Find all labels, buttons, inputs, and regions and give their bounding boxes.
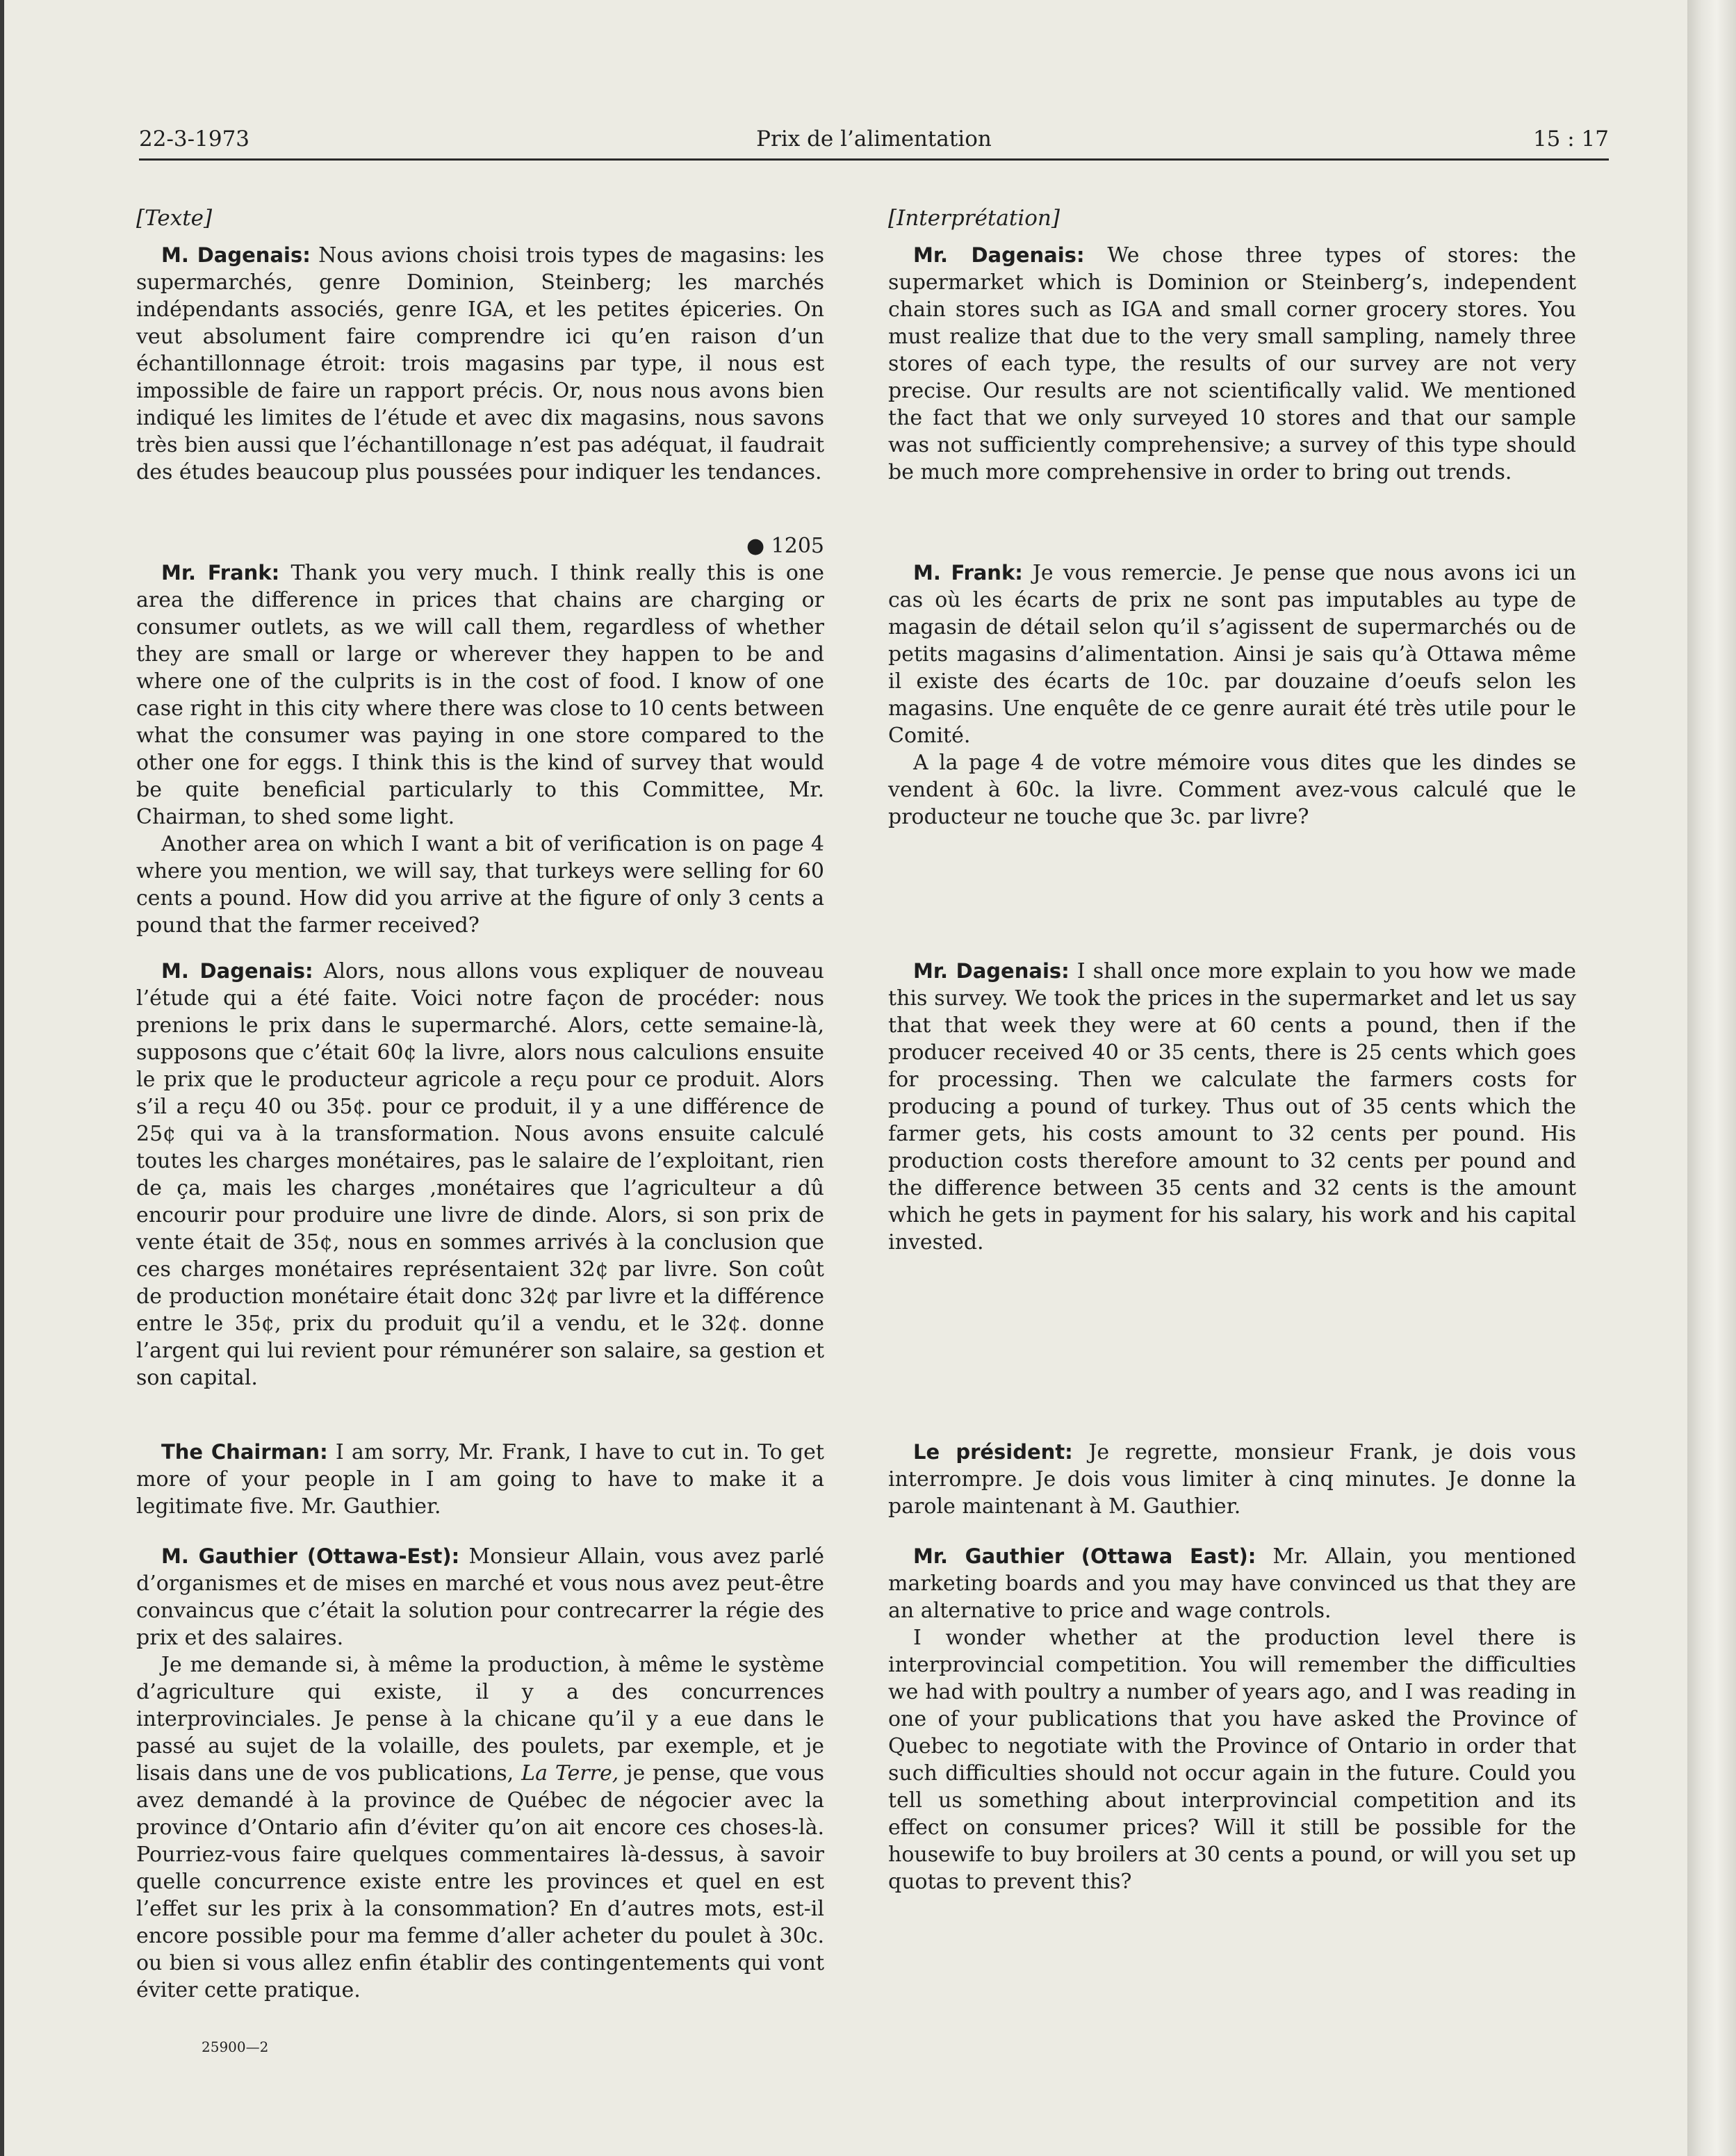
speaker-name: Le président: [913, 1440, 1073, 1464]
paragraph-text: Je me demande si, à même la production, à même le système d’agriculture qui existe, il y a des concurrences interprovinciales. Je pense à la chicane qu’il y a eue dans le passé au sujet de la volaille, des poulets, par exemple, et je lisais dans une de vos publications, [136, 1653, 824, 1786]
paragraph-text: Mr. Allain, you mentioned marketing boards and you may have convinced us that they are an alternative to price and wage controls. [888, 1544, 1576, 1623]
paragraph-text: We chose three types of stores: the supermarket which is Dominion or Steinberg’s, independent chain stores such as IGA and small corner grocery stores. You must realize that due to the very small sampling, namely three stores of each type, the results of our survey are not very precise. Our results are not scientifically valid. We mentioned the fact that we only surveyed 10 stores and that our sample was not sufficiently comprehensive; a survey of this type should be much more comprehensive in order to bring out trends. [888, 243, 1576, 484]
speaker-name: M. Frank: [913, 561, 1023, 585]
speaker-name: M. Dagenais: [161, 959, 313, 983]
paragraph-text: Alors, nous allons vous expliquer de nouveau l’étude qui a été faite. Voici notre façon de procéder: nous prenions le prix dans le supermarché. Alors, cette semaine-là, supposons que c’était 60¢ la livre, alors nous calculions ensuite le prix que le producteur agricole a reçu pour ce produit. Alors s’il a reçu 40 ou 35¢. pour ce produit, il y a une différence de 25¢ qui va à la transformation. Nous avons ensuite calculé toutes les charges monétaires, pas le salaire de l’exploitant, rien de ça, mais les charges ,monétaires que l’agriculteur a dû encourir pour produire une livre de dinde. Alors, si son prix de vente était de 35¢, nous en sommes arrivés à la conclusion que ces charges monétaires représentaient 32¢ par livre. Son coût de production monétaire était donc 32¢ par livre et la différence entre le 35¢, prix du produit qu’il a vendu, et le 32¢. donne l’argent qui lui revient pour rémunérer son salaire, sa gestion et son capital. [136, 959, 824, 1390]
left-paragraph-gauthier-2 [136, 1651, 824, 2004]
left-paragraph-dagenais-2 [136, 958, 824, 1391]
speaker-name: M. Gauthier (Ottawa-Est): [161, 1544, 460, 1568]
speaker-name: M. Dagenais: [161, 243, 311, 267]
right-paragraph-frank-2: A la page 4 de votre mémoire vous dites que les dindes se vendent à 60c. la livre. Comment avez-vous calculé que le producteur ne touche que 3c. par livre? [888, 751, 1576, 829]
paragraph-text: Je vous remercie. Je pense que nous avons ici un cas où les écarts de prix ne sont pas imputables au type de magasin de détail selon qu’il s’agissent de supermarchés ou de petits magasins d’alimentation. Ainsi je sais qu’à Ottawa même il existe des écarts de 10c. par douzaine d’oeufs selon les magasins. Une enquête de ce genre aurait été très utile pour le Comité. [888, 561, 1576, 748]
header-title: Prix de l’alimentation [756, 126, 992, 152]
left-paragraph-dagenais-1 [136, 242, 824, 486]
paragraph-text: Nous avions choisi trois types de magasins: les supermarchés, genre Dominion, Steinberg; les marchés indépendants associés, genre IGA, et les petites épiceries. On veut absolument faire comprendre ici qu’en raison d’un échantillonnage étroit: trois magasins par type, il nous est impossible de faire un rapport précis. Or, nous nous avons bien indiqué les limites de l’étude et avec dix magasins, nous savons très bien aussi que l’échantillonage n’est pas adéquat, il faudrait des études beaucoup plus poussées pour indiquer les tendances. [136, 243, 824, 484]
left-paragraph-frank-1 [136, 560, 824, 831]
paragraph-text: Monsieur Allain, vous avez parlé d’organismes et de mises en marché et vous nous avez peut-être convaincus que c’était la solution pour contrecarrer la régie des prix et des salaires. [136, 1544, 825, 1650]
right-paragraph-gauthier-1 [888, 1543, 1576, 1624]
paragraph-text: I shall once more explain to you how we made this survey. We took the prices in the supermarket and let us say that that week they were at 60 cents a pound, then if the producer received 40 or 35 cents, there is 25 cents which goes for processing. Then we calculate the farmers costs for producing a pound of turkey. Thus out of 35 cents which the farmer gets, his costs amount to 32 cents per pound. His production costs therefore amount to 32 cents per pound and the difference between 35 cents and 32 cents is the amount which he gets in payment for his salary, his work and his capital invested. [888, 959, 1576, 1255]
right-paragraph-dagenais-2 [888, 958, 1576, 1256]
right-language-label: [Interprétation] [888, 206, 1060, 231]
left-language-label: [Texte] [136, 206, 213, 231]
page-left-edge [0, 0, 4, 2156]
left-paragraph-frank-2: Another area on which I want a bit of verification is on page 4 where you mention, we will say, that turkeys were selling for 60 cents a pound. How did you arrive at the figure of only 3 cents a pound that the farmer received? [136, 832, 824, 938]
paragraph-text: Je regrette, monsieur Frank, je dois vous interrompre. Je dois vous limiter à cinq minutes. Je donne la parole maintenant à M. Gauthier. [888, 1440, 1576, 1519]
header-page-number: 15 : 17 [1532, 126, 1609, 152]
right-paragraph-gauthier-2: I wonder whether at the production level there is interprovincial competition. You will remember the difficulties we had with poultry a number of years ago, and I was reading in one of your publications that you have asked the Province of Quebec to negotiate with the Province of Ontario in order that such difficulties should not occur again in the future. Could you tell us something about interprovincial competition and its effect on consumer prices? Will it still be possible for the housewife to buy broilers at 30 cents a pound, or will you set up quotas to prevent this? [888, 1626, 1576, 1894]
running-header [139, 124, 1609, 161]
publication-title: La Terre, [521, 1761, 619, 1786]
right-paragraph-president [888, 1439, 1576, 1520]
header-date: 22-3-1973 [139, 126, 250, 152]
paragraph-text: I am sorry, Mr. Frank, I have to cut in. To get more of your people in I am going to have to make it a legitimate five. Mr. Gauthier. [136, 1440, 824, 1519]
speaker-name: Mr. Gauthier (Ottawa East): [913, 1544, 1256, 1568]
left-paragraph-gauthier-1 [136, 1543, 824, 1651]
left-paragraph-chairman [136, 1439, 824, 1520]
speaker-name: Mr. Frank: [161, 561, 280, 585]
right-paragraph-frank-1 [888, 560, 1576, 749]
speaker-name: The Chairman: [161, 1440, 328, 1464]
speaker-name: Mr. Dagenais: [913, 959, 1070, 983]
right-paragraph-dagenais-1 [888, 242, 1576, 486]
footer-code: 25900—2 [202, 2039, 269, 2055]
time-marker: ● 1205 [746, 534, 824, 558]
paragraph-text: Thank you very much. I think really this is one area the difference in prices that chains are charging or consumer outlets, as we will call them, regardless of whether they are small or large or wherever they happen to be and where one of the culprits is in the cost of food. I know of one case right in this city where there was close to 10 cents between what the consumer was paying in one store compared to the other one for eggs. I think this is the kind of survey that would be quite beneficial particularly to this Committee, Mr. Chairman, to shed some light. [136, 561, 824, 829]
page-right-edge [1687, 0, 1736, 2156]
speaker-name: Mr. Dagenais: [913, 243, 1085, 267]
paragraph-text: je pense, que vous avez demandé à la province de Québec de négocier avec la province d’Ontario afin d’éviter qu’on ait encore ces choses-là. Pourriez-vous faire quelques commentaires là-dessus, à savoir quelle concurrence existe entre les provinces et quel en est l’effet sur les prix à la consommation? En d’autres mots, est-il encore possible pour ma femme d’aller acheter du poulet à 30c. ou bien si vous allez enfin établir des contingentements qui vont éviter cette pratique. [136, 1761, 824, 2002]
